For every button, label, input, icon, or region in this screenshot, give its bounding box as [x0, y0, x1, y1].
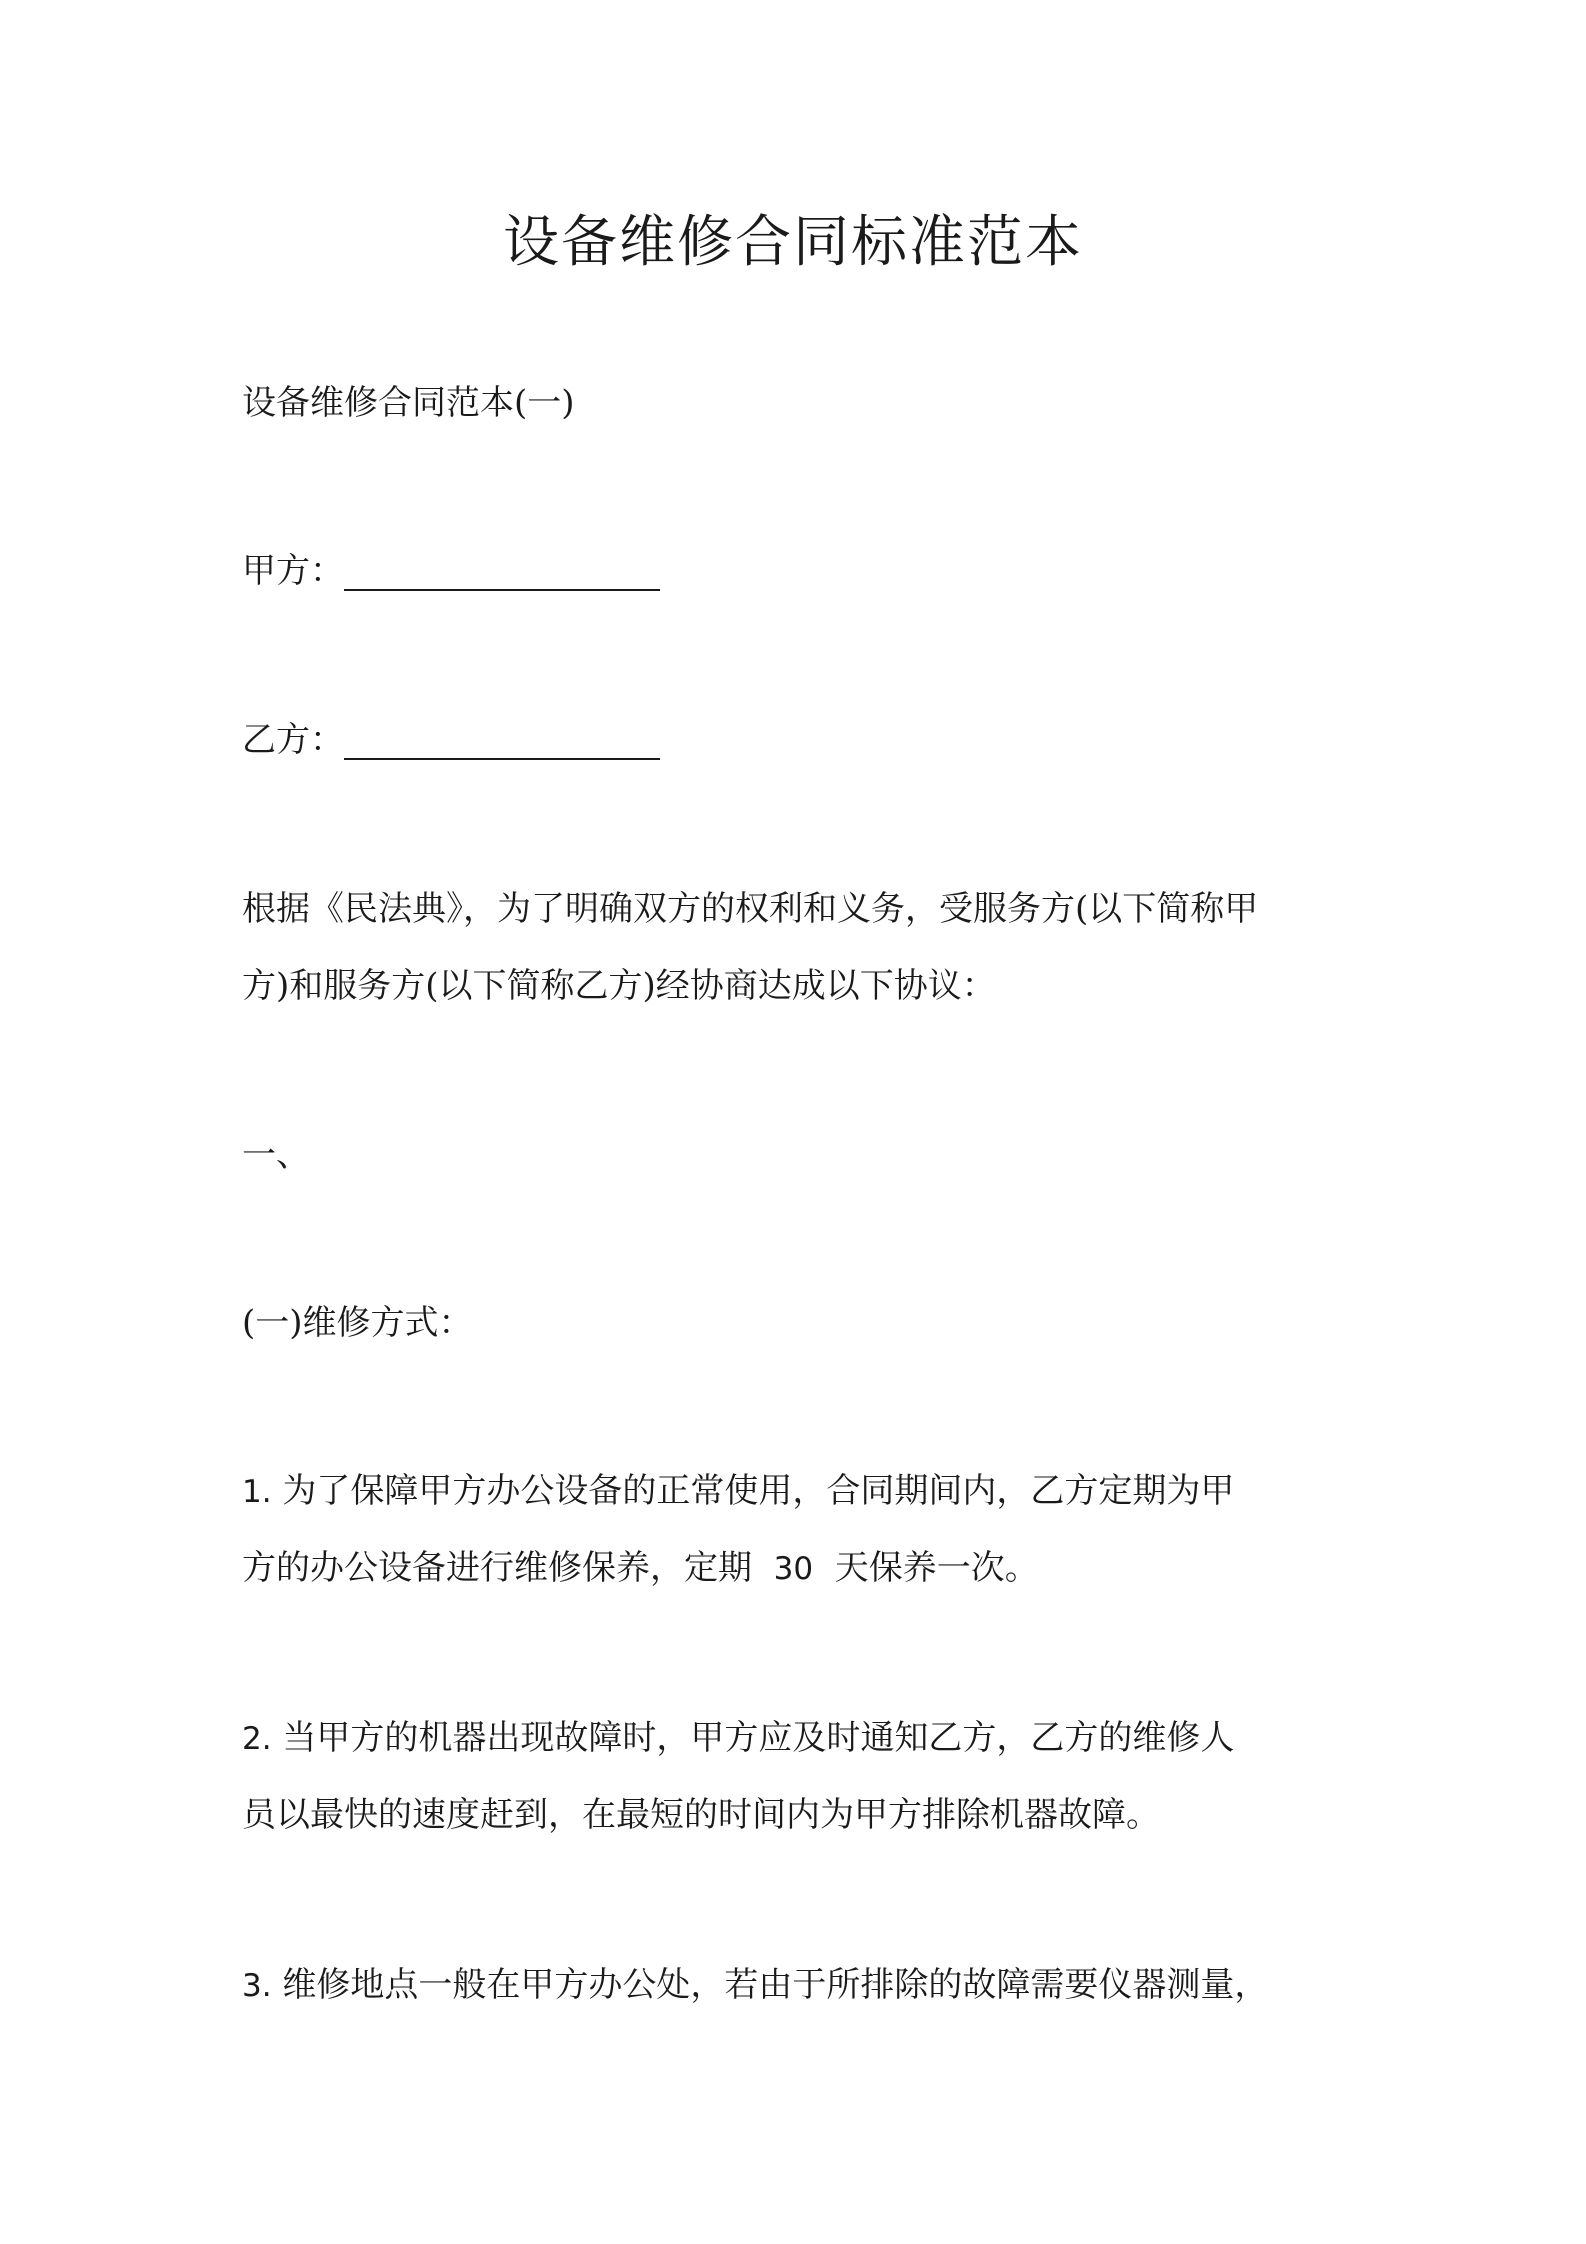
party-a-line	[242, 551, 660, 591]
party-a-blank	[344, 555, 660, 591]
contract-subtitle: 设备维修合同范本(一)	[242, 383, 575, 423]
item-2-number: 2.	[242, 1721, 272, 1757]
item-1-line-1	[242, 1471, 1234, 1512]
item-2-text-1: 当甲方的机器出现故障时，甲方应及时通知乙方，乙方的维修人	[282, 1718, 1235, 1758]
document-title: 设备维修合同标准范本	[503, 210, 1083, 275]
party-a-label: 甲方：	[242, 551, 344, 591]
item-1-days: 30	[773, 1551, 814, 1587]
item-1-text-2b: 天保养一次。	[834, 1548, 1039, 1588]
party-b-label: 乙方：	[242, 720, 344, 760]
item-1-text-2a: 方的办公设备进行维修保养，定期	[242, 1548, 752, 1588]
section-one-heading: 一、	[242, 1135, 310, 1175]
item-2-line-2: 员以最快的速度赶到，在最短的时间内为甲方排除机器故障。	[242, 1795, 1160, 1835]
subsection-one-heading: (一)维修方式：	[242, 1303, 473, 1343]
item-2-line-1	[242, 1718, 1234, 1759]
preamble-line-1: 根据《民法典》，为了明确双方的权利和义务，受服务方(以下简称甲	[242, 889, 1259, 929]
preamble-line-2: 方)和服务方(以下简称乙方)经协商达成以下协议：	[242, 966, 996, 1006]
item-3-text-1: 维修地点一般在甲方办公处，若由于所排除的故障需要仪器测量，	[282, 1965, 1269, 2005]
item-3-line-1	[242, 1965, 1268, 2006]
party-b-line	[242, 720, 660, 760]
item-1-text-1: 为了保障甲方办公设备的正常使用，合同期间内，乙方定期为甲	[282, 1471, 1235, 1511]
party-b-blank	[344, 724, 660, 760]
item-1-line-2	[242, 1548, 1039, 1589]
item-3-number: 3.	[242, 1968, 272, 2004]
item-1-number: 1.	[242, 1474, 272, 1510]
